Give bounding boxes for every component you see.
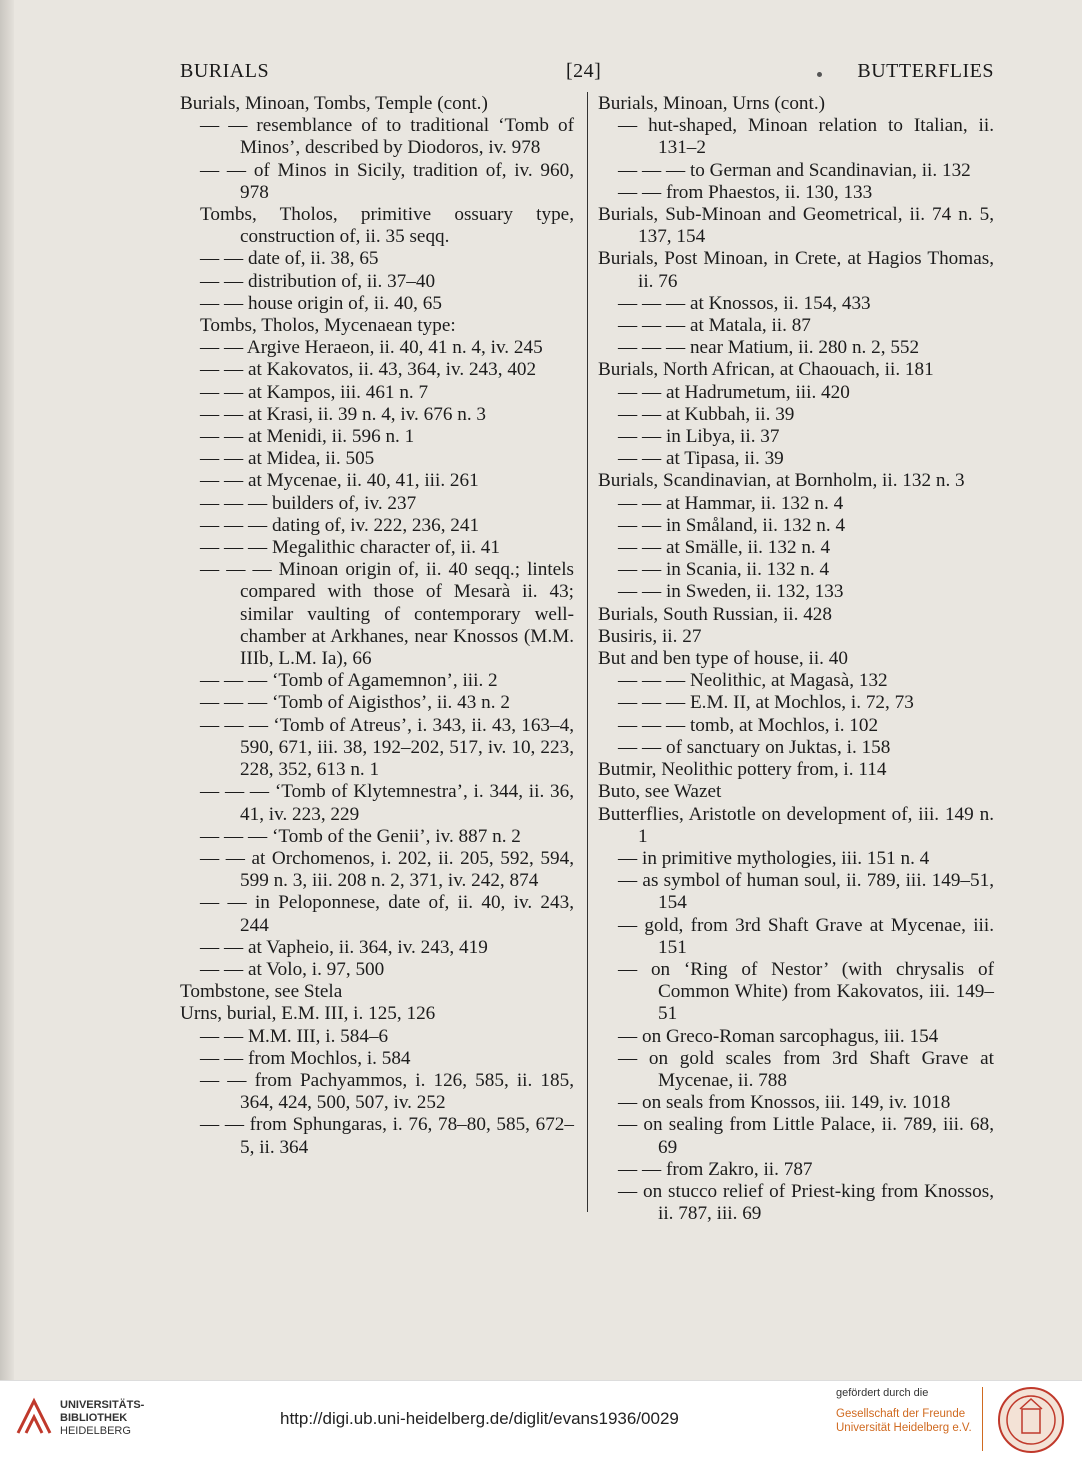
index-entry: — — at Volo, i. 97, 500: [200, 958, 385, 980]
sponsor-name-line: Universität Heidelberg e.V.: [836, 1422, 972, 1434]
index-entry: — on ‘Ring of Nestor’ (with chrysalis of Common White) from Kakovatos, iii. 149–51: [618, 958, 994, 1025]
index-entry: — — in Peloponnese, date of, ii. 40, iv. 243, 244: [200, 892, 574, 936]
index-entry: — in primitive mythologies, iii. 151 n. 4: [618, 847, 930, 869]
index-entry: Butterflies, Aristotle on development of, iii. 149 n. 1: [598, 803, 994, 847]
index-entry: — — at Krasi, ii. 39 n. 4, iv. 676 n. 3: [200, 403, 487, 425]
index-entry: — — Argive Heraeon, ii. 40, 41 n. 4, iv. 245: [200, 337, 543, 359]
index-entry: — gold, from 3rd Shaft Grave at Mycenae, iii. 151: [618, 914, 994, 958]
library-name-line: BIBLIOTHEK: [60, 1412, 128, 1424]
digitization-footer: [0, 1380, 1082, 1458]
index-entry: — on stucco relief of Priest-king from Knossos, ii. 787, iii. 69: [618, 1180, 994, 1225]
index-entry: — — of Minos in Sicily, tradition of, iv. 960, 978: [200, 159, 574, 203]
index-entry: — — — ‘Tomb of the Genii’, iv. 887 n. 2: [200, 825, 521, 847]
ink-speck: [817, 72, 822, 77]
page-number: [24]: [566, 60, 602, 82]
index-entry: — — in Libya, ii. 37: [618, 426, 780, 448]
index-entry: Burials, Minoan, Tombs, Temple (cont.): [180, 93, 488, 114]
sponsor-label: gefördert durch die: [836, 1387, 929, 1399]
index-entry: — — — builders of, iv. 237: [200, 492, 417, 514]
source-url-link[interactable]: http://digi.ub.uni-heidelberg.de/diglit/evans1936/0029: [280, 1409, 679, 1428]
library-name-line: UNIVERSITÄTS-: [60, 1399, 145, 1411]
index-entry: — — house origin of, ii. 40, 65: [200, 292, 442, 314]
university-seal-icon: [996, 1385, 1066, 1455]
index-entry: But and ben type of house, ii. 40: [598, 648, 848, 670]
library-logo-icon: [12, 1395, 56, 1439]
index-entry: — — at Midea, ii. 505: [200, 448, 375, 470]
index-entry: — — at Smälle, ii. 132 n. 4: [618, 537, 831, 559]
index-entry: — on seals from Knossos, iii. 149, iv. 1018: [618, 1092, 951, 1114]
index-entry: — — distribution of, ii. 37–40: [200, 270, 436, 292]
index-entry: — — — tomb, at Mochlos, i. 102: [618, 714, 879, 736]
index-entry: — on sealing from Little Palace, ii. 789, iii. 68, 69: [618, 1114, 994, 1158]
index-entry: Butmir, Neolithic pottery from, i. 114: [598, 759, 887, 781]
index-entry: — — at Kampos, iii. 461 n. 7: [200, 381, 429, 403]
index-entry: Buto, see Wazet: [598, 781, 722, 803]
index-entry: — — from Mochlos, i. 584: [200, 1047, 411, 1069]
running-head-right: BUTTERFLIES: [857, 60, 994, 82]
index-entry: — — from Phaestos, ii. 130, 133: [618, 181, 873, 203]
index-column-right: [598, 93, 994, 1225]
index-column-left: [180, 93, 574, 1159]
sponsor-name: [836, 1407, 972, 1435]
index-entry: — — at Hammar, ii. 132 n. 4: [618, 492, 844, 514]
index-entry: — on Greco-Roman sarcophagus, iii. 154: [618, 1025, 939, 1047]
index-entry: — — — Minoan origin of, ii. 40 seqq.; lintels compared with those of Mesarà ii. 43; similar vaulting of contemporary well-chamber at Arkhanes, near Knossos (M.M. IIIb, L.M. Ia), 66: [200, 559, 574, 670]
index-entry: Tombs, Tholos, Mycenaean type:: [200, 315, 456, 337]
index-entry: — as symbol of human soul, ii. 789, iii. 149–51, 154: [618, 870, 994, 914]
index-entry: — — at Menidi, ii. 596 n. 1: [200, 426, 415, 448]
index-entry: — — from Sphungaras, i. 76, 78–80, 585, 672–5, ii. 364: [200, 1114, 574, 1158]
index-entry: Burials, South Russian, ii. 428: [598, 603, 832, 625]
library-name-line: HEIDELBERG: [60, 1425, 131, 1437]
index-entry: Burials, Minoan, Urns (cont.): [598, 93, 826, 114]
index-entry: — — — to German and Scandinavian, ii. 132: [618, 159, 971, 181]
index-entry: — — at Hadrumetum, iii. 420: [618, 381, 850, 403]
index-entry: — — date of, ii. 38, 65: [200, 248, 379, 270]
index-entry: — — — ‘Tomb of Aigisthos’, ii. 43 n. 2: [200, 692, 510, 714]
index-entry: Burials, Sub-Minoan and Geometrical, ii. 74 n. 5, 137, 154: [598, 204, 994, 248]
sponsor-divider: [982, 1387, 983, 1451]
index-entry: — — at Tipasa, ii. 39: [618, 448, 784, 470]
sponsor-name-line: Gesellschaft der Freunde: [836, 1408, 966, 1420]
index-entry: — — at Mycenae, ii. 40, 41, iii. 261: [200, 470, 479, 492]
index-entry: — — resemblance of to traditional ‘Tomb of Minos’, described by Diodoros, iv. 978: [200, 115, 574, 159]
index-entry: — — — at Matala, ii. 87: [618, 315, 811, 337]
index-entry: — — from Zakro, ii. 787: [618, 1158, 813, 1180]
index-entry: — — at Orchomenos, i. 202, ii. 205, 592, 594, 599 n. 3, iii. 208 n. 2, 371, iv. 242, 874: [200, 847, 574, 892]
index-entry: — — — E.M. II, at Mochlos, i. 72, 73: [618, 692, 914, 714]
index-entry: — — — Neolithic, at Magasà, 132: [618, 670, 888, 692]
running-head-left: BURIALS: [180, 60, 270, 82]
index-entry: — — at Vapheio, ii. 364, iv. 243, 419: [200, 936, 488, 958]
index-entry: Tombstone, see Stela: [180, 981, 343, 1003]
column-divider: [587, 92, 588, 1212]
index-entry: — on gold scales from 3rd Shaft Grave at Mycenae, ii. 788: [618, 1047, 994, 1091]
index-entry: Urns, burial, E.M. III, i. 125, 126: [180, 1003, 436, 1025]
index-entry: — — from Pachyammos, i. 126, 585, ii. 185, 364, 424, 500, 507, iv. 252: [200, 1069, 574, 1114]
index-entry: Burials, Post Minoan, in Crete, at Hagios Thomas, ii. 76: [598, 248, 994, 292]
index-entry: — hut-shaped, Minoan relation to Italian, ii. 131–2: [618, 115, 994, 159]
index-entry: Busiris, ii. 27: [598, 625, 702, 647]
index-entry: — — — ‘Tomb of Agamemnon’, iii. 2: [200, 670, 498, 692]
index-entry: Tombs, Tholos, primitive ossuary type, construction of, ii. 35 seqq.: [200, 204, 574, 248]
index-entry: — — — at Knossos, ii. 154, 433: [618, 292, 871, 314]
index-entry: — — — ‘Tomb of Atreus’, i. 343, ii. 43, 163–4, 590, 671, iii. 38, 192–202, 517, iv. 10, 223, 228, 352, 613 n. 1: [200, 714, 574, 781]
index-entry: — — — near Matium, ii. 280 n. 2, 552: [618, 337, 920, 359]
index-entry: — — in Småland, ii. 132 n. 4: [618, 514, 846, 536]
index-entry: — — — Megalithic character of, ii. 41: [200, 537, 500, 559]
index-entry: — — in Scania, ii. 132 n. 4: [618, 559, 830, 581]
index-entry: Burials, North African, at Chaouach, ii. 181: [598, 359, 934, 381]
index-entry: — — M.M. III, i. 584–6: [200, 1025, 389, 1047]
index-entry: Burials, Scandinavian, at Bornholm, ii. 132 n. 3: [598, 470, 965, 492]
index-entry: — — at Kakovatos, ii. 43, 364, iv. 243, 402: [200, 359, 537, 381]
index-entry: — — in Sweden, ii. 132, 133: [618, 581, 844, 603]
index-entry: — — — dating of, iv. 222, 236, 241: [200, 514, 480, 536]
library-name: [60, 1399, 144, 1438]
index-entry: — — at Kubbah, ii. 39: [618, 403, 795, 425]
index-entry: — — — ‘Tomb of Klytemnestra’, i. 344, ii. 36, 41, iv. 223, 229: [200, 781, 574, 825]
index-entry: — — of sanctuary on Juktas, i. 158: [618, 736, 891, 758]
